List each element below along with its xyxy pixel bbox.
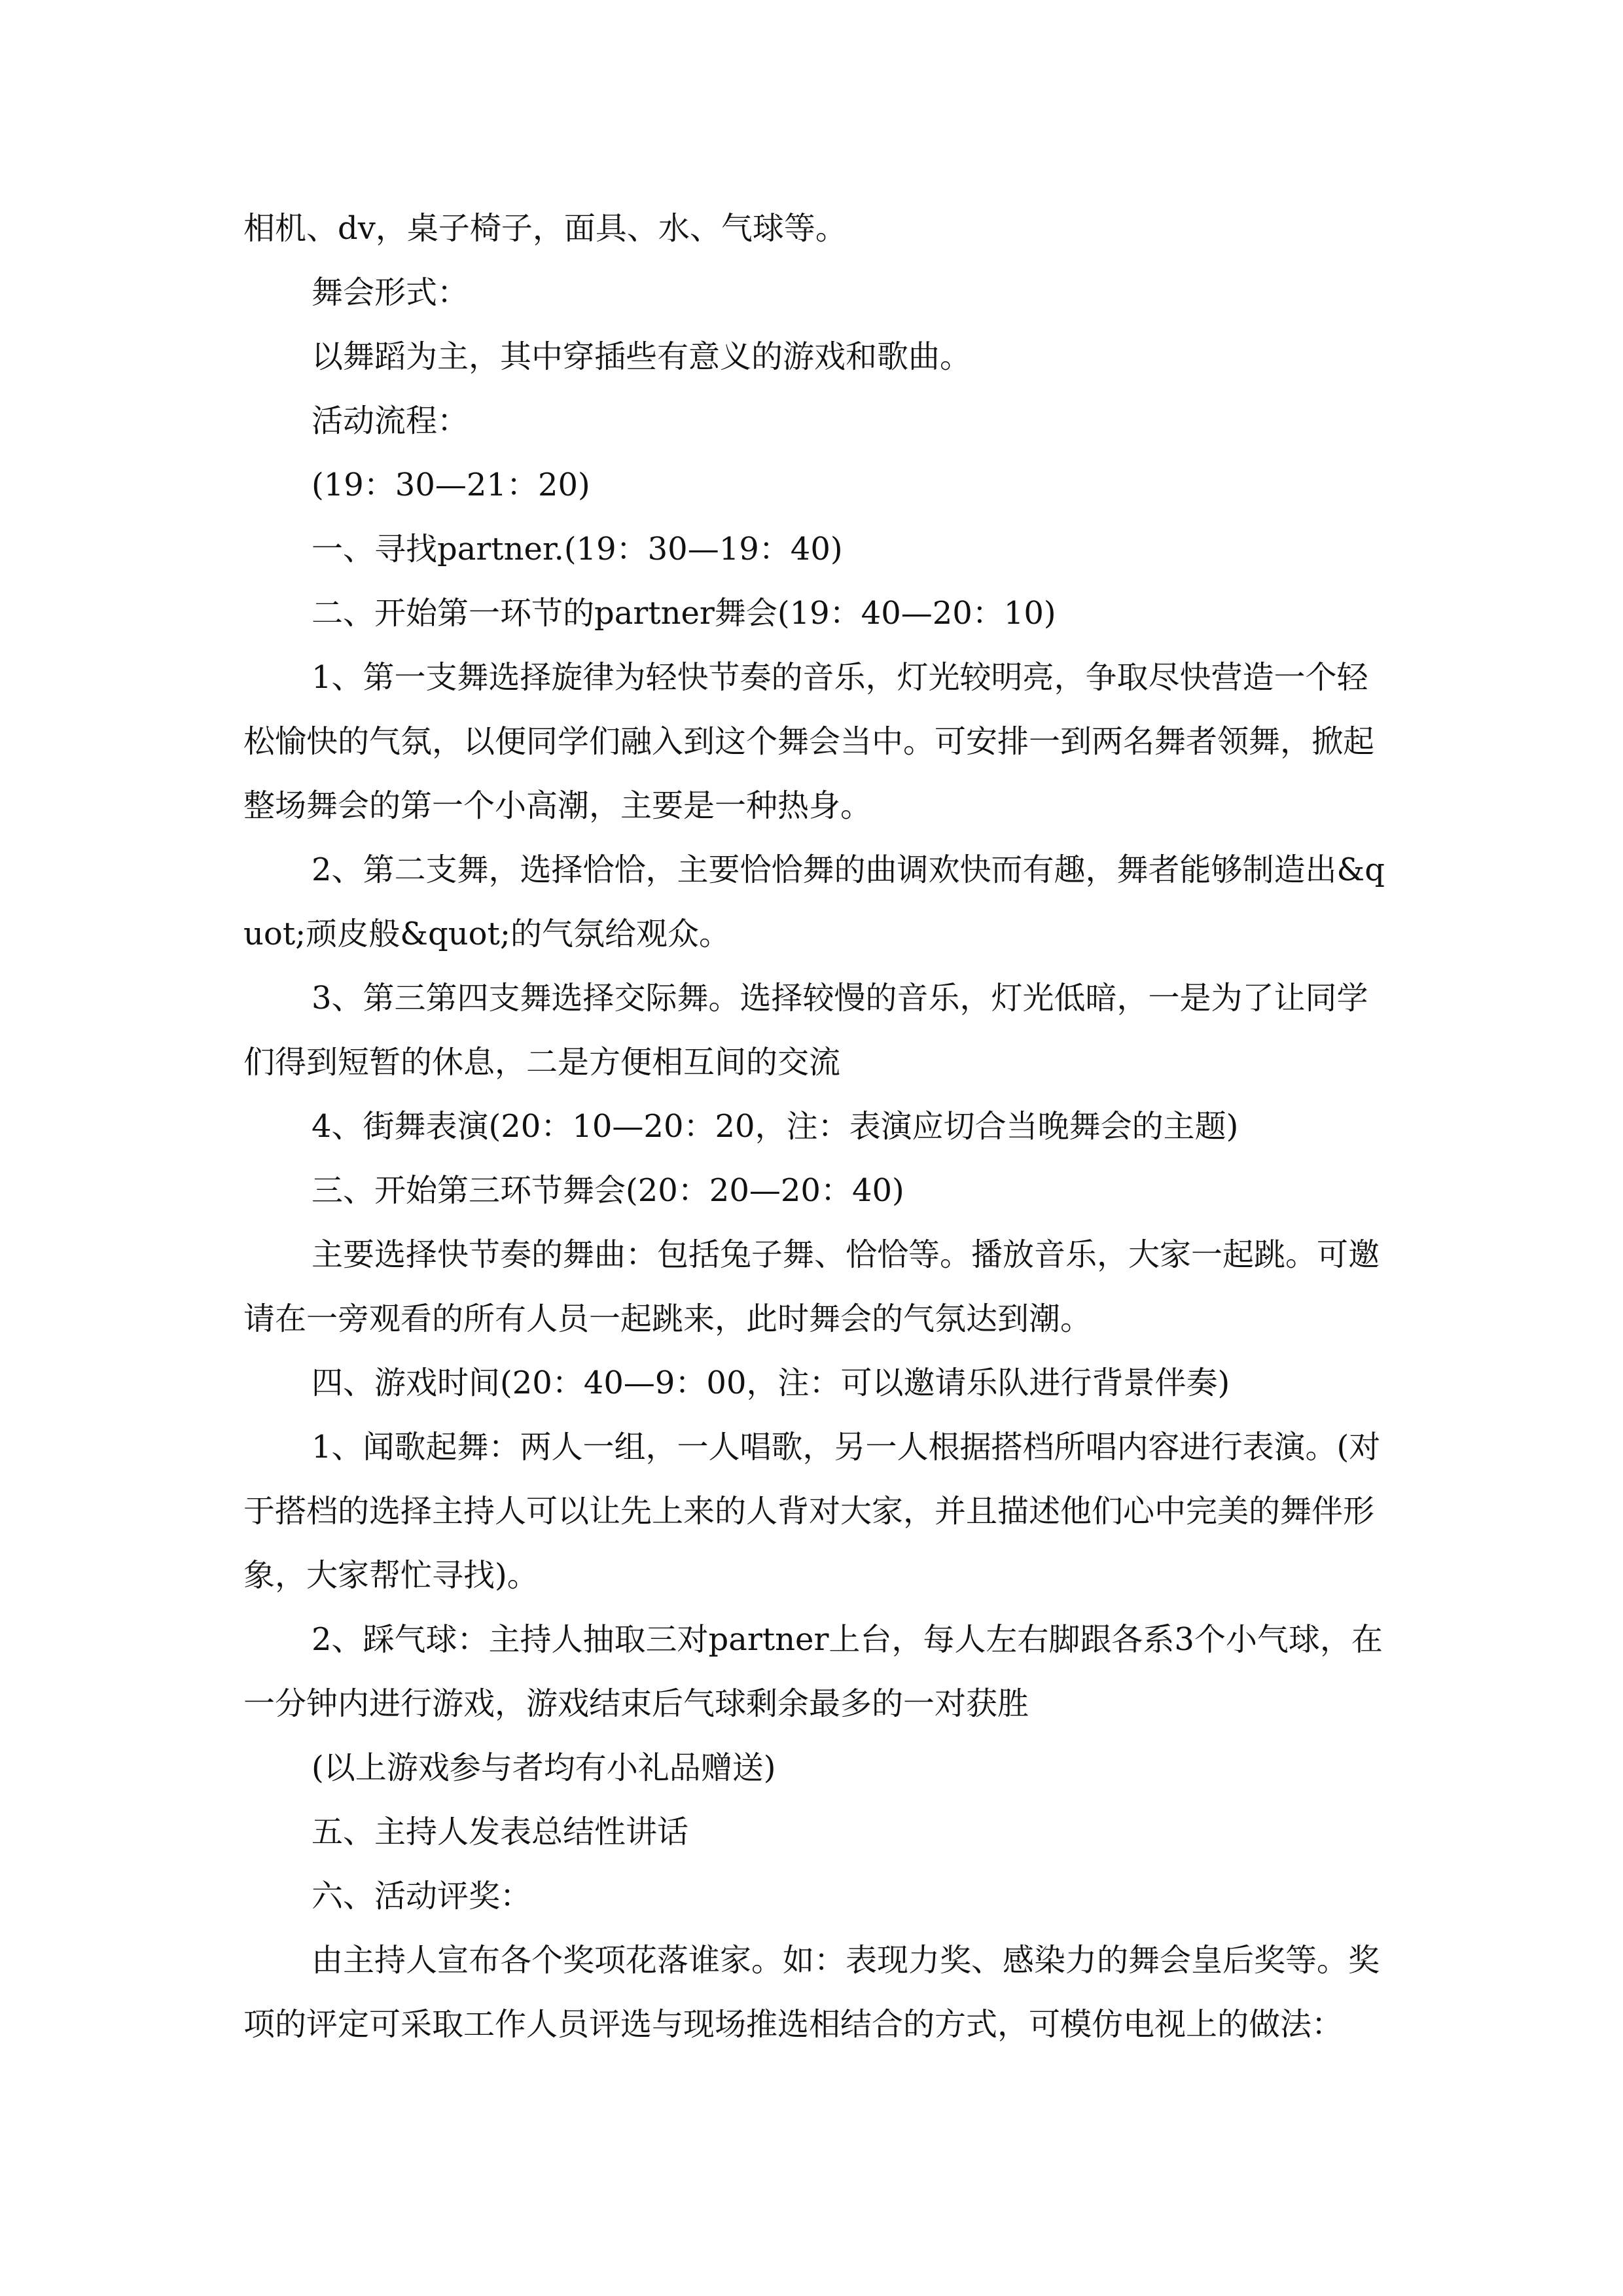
section-partner-dance: 二、开始第一环节的partner舞会(19：40—20：10) <box>312 595 1056 632</box>
heading-activity-process: 活动流程： <box>312 403 469 439</box>
section-host-speech: 五、主持人发表总结性讲话 <box>312 1814 689 1850</box>
section-find-partner: 一、寻找partner.(19：30—19：40) <box>312 531 843 567</box>
item-balloon-game: 2、踩气球：主持人抽取三对partner上台，每人左右脚跟各系3个小气球，在一分钟内进行游戏，游戏结束后气球剩余最多的一对获胜 <box>243 1621 1383 1722</box>
item-first-dance: 1、第一支舞选择旋律为轻快节奏的音乐，灯光较明亮，争取尽快营造一个轻松愉快的气氛，以便同学们融入到这个舞会当中。可安排一到两名舞者领舞，掀起整场舞会的第一个小高潮，主要是一种热身。 <box>243 659 1375 824</box>
section-game-time: 四、游戏时间(20：40—9：00，注：可以邀请乐队进行背景伴奏) <box>312 1365 1230 1401</box>
section-awards: 六、活动评奖： <box>312 1878 532 1914</box>
item-second-dance: 2、第二支舞，选择恰恰，主要恰恰舞的曲调欢快而有趣，舞者能够制造出&quot;顽皮般&quot;的气氛给观众。 <box>243 852 1385 952</box>
paragraph-time-range: (19：30—21：20) <box>312 467 590 503</box>
paragraph-gift-note: (以上游戏参与者均有小礼品赠送) <box>312 1749 776 1786</box>
document-body <box>243 196 1395 2056</box>
paragraph-equipment-list: 相机、dv，桌子椅子，面具、水、气球等。 <box>243 210 847 247</box>
paragraph-dance-format: 以舞蹈为主，其中穿插些有意义的游戏和歌曲。 <box>312 338 972 375</box>
item-street-dance: 4、街舞表演(20：10—20：20，注：表演应切合当晚舞会的主题) <box>312 1108 1239 1145</box>
item-sing-dance-game: 1、闻歌起舞：两人一组，一人唱歌，另一人根据搭档所唱内容进行表演。(对于搭档的选择主持人可以让先上来的人背对大家，并且描述他们心中完美的舞伴形象，大家帮忙寻找)。 <box>243 1429 1381 1594</box>
paragraph-awards-detail: 由主持人宣布各个奖项花落谁家。如：表现力奖、感染力的舞会皇后奖等。奖项的评定可采取工作人员评选与现场推选相结合的方式，可模仿电视上的做法： <box>243 1942 1380 2043</box>
item-third-fourth-dance: 3、第三第四支舞选择交际舞。选择较慢的音乐，灯光低暗，一是为了让同学们得到短暂的休息，二是方便相互间的交流 <box>243 980 1368 1081</box>
heading-dance-format: 舞会形式： <box>312 274 469 311</box>
section-third-dance: 三、开始第三环节舞会(20：20—20：40) <box>312 1172 904 1209</box>
paragraph-fast-dance: 主要选择快节奏的舞曲：包括兔子舞、恰恰等。播放音乐，大家一起跳。可邀请在一旁观看的所有人员一起跳来，此时舞会的气氛达到潮。 <box>243 1236 1380 1337</box>
